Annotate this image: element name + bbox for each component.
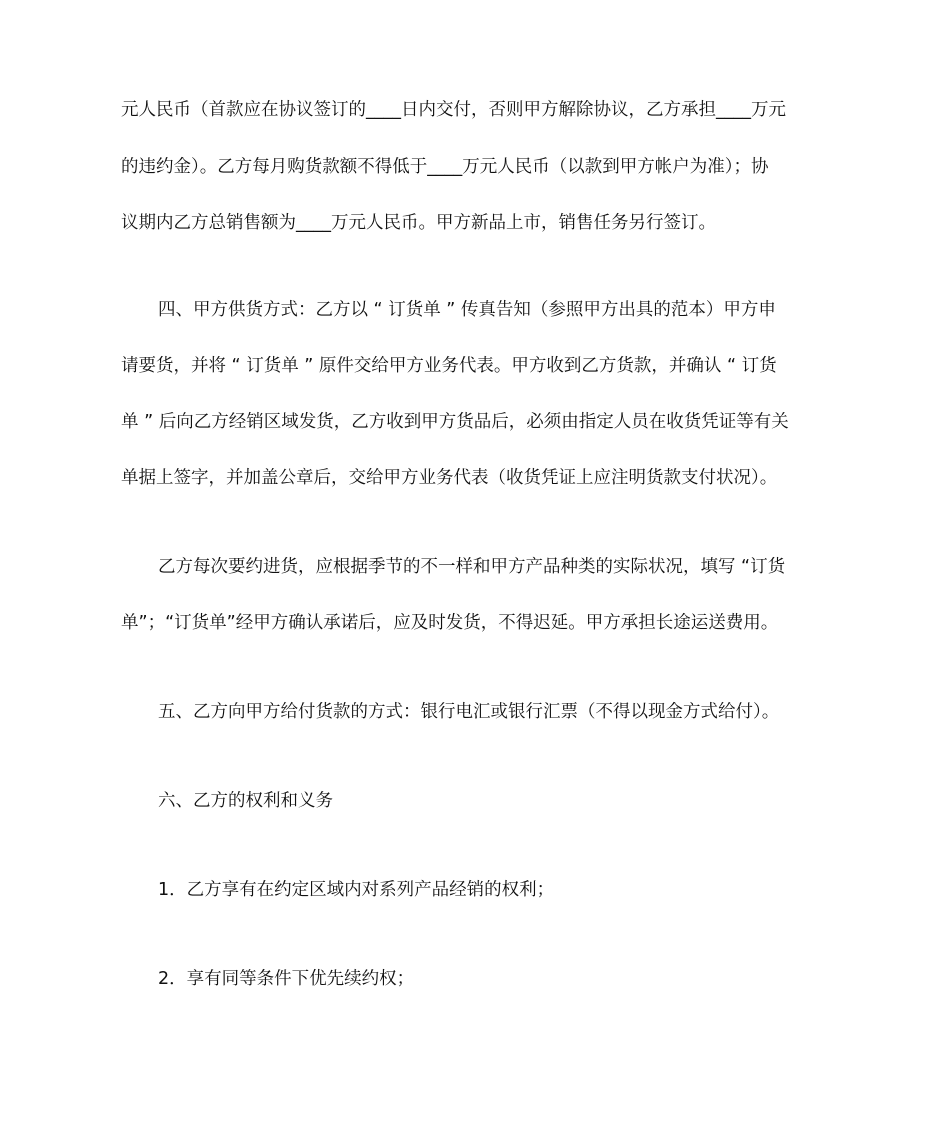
text-line: 乙方每次要约进货，应根据季节的不一样和甲方产品种类的实际状况，填写 “订货	[158, 557, 786, 577]
text-line: 四、甲方供货方式：乙方以 “ 订货单 ” 传真告知（参照甲方出具的范本）甲方申	[158, 300, 776, 320]
text-line: 请要货，并将 “ 订货单 ” 原件交给甲方业务代表。甲方收到乙方货款，并确认 “ 订货	[121, 356, 777, 376]
text-line: 的违约金）。乙方每月购货款额不得低于____万元人民币（以款到甲方帐户为准）；协	[121, 157, 769, 177]
paragraph-payment-method: 五、乙方向甲方给付货款的方式：银行电汇或银行汇票（不得以现金方式给付）。	[158, 702, 780, 722]
section-heading-rights-obligations: 六、乙方的权利和义务	[158, 791, 333, 811]
text-line: 单据上签字，并加盖公章后，交给甲方业务代表（收货凭证上应注明货款支付状况）。	[121, 468, 778, 488]
text-line: 元人民币（首款应在协议签订的____日内交付，否则甲方解除协议，乙方承担____万元	[121, 100, 786, 120]
text-line: 单 ” 后向乙方经销区域发货，乙方收到甲方货品后，必须由指定人员在收货凭证等有关	[121, 412, 789, 432]
text-line: 单”；“订货单”经甲方确认承诺后，应及时发货，不得迟延。甲方承担长途运送费用。	[121, 613, 779, 633]
list-item: 2．享有同等条件下优先续约权；	[158, 969, 415, 989]
list-item: 1．乙方享有在约定区域内对系列产品经销的权利；	[158, 880, 555, 900]
text-line: 议期内乙方总销售额为____万元人民币。甲方新品上市，销售任务另行签订。	[121, 213, 716, 233]
